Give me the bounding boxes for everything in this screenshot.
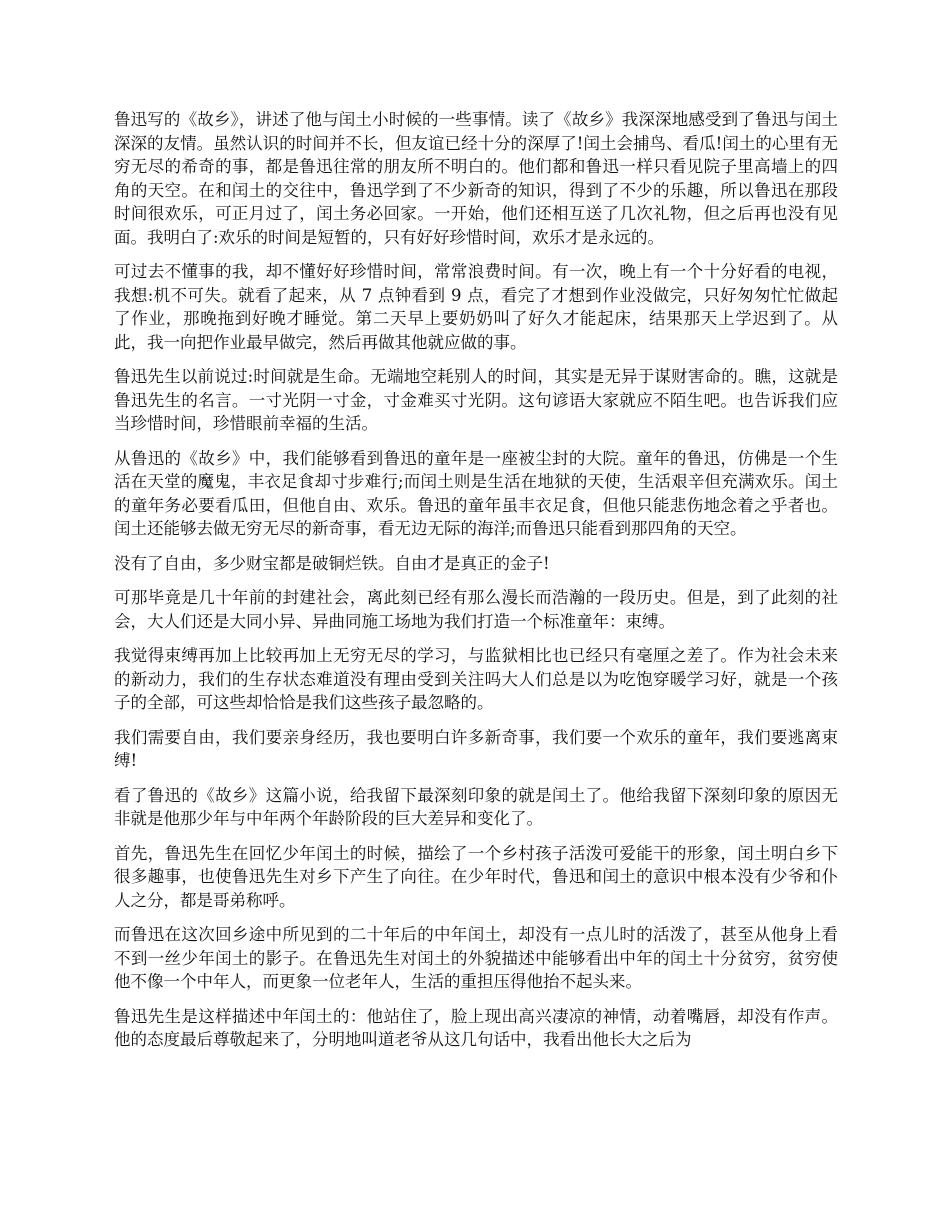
paragraph: 看了鲁迅的《故乡》这篇小说，给我留下最深刻印象的就是闰土了。他给我留下深刻印象的原因无非就是他那少年与中年两个年龄阶段的巨大差异和变化了。	[114, 785, 838, 828]
paragraph: 可那毕竟是几十年前的封建社会，离此刻已经有那么漫长而浩瀚的一段历史。但是，到了此刻的社会，大人们还是大同小异、异曲同施工场地为我们打造一个标准童年：束缚。	[114, 588, 838, 631]
paragraph: 我觉得束缚再加上比较再加上无穷无尽的学习，与监狱相比也已经只有毫厘之差了。作为社会未来的新动力，我们的生存状态难道没有理由受到关注吗大人们总是以为吃饱穿暖学习好，就是一个孩子的全部，可这些却恰恰是我们这些孩子最忽略的。	[114, 646, 838, 712]
paragraph: 而鲁迅在这次回乡途中所见到的二十年后的中年闰土，却没有一点儿时的活泼了，甚至从他身上看不到一丝少年闰土的影子。在鲁迅先生对闰土的外貌描述中能够看出中年的闰土十分贫穷，贫穷使他不像一个中年人，而更象一位老年人，生活的重担压得他抬不起头来。	[114, 925, 838, 991]
paragraph: 我们需要自由，我们要亲身经历，我也要明白许多新奇事，我们要一个欢乐的童年，我们要逃离束缚!	[114, 727, 838, 770]
paragraph: 从鲁迅的《故乡》中，我们能够看到鲁迅的童年是一座被尘封的大院。童年的鲁迅，仿佛是一个生活在天堂的魔鬼，丰衣足食却寸步难行;而闰土则是生活在地狱的天使，生活艰辛但充满欢乐。闰土的童年务必要看瓜田，但他自由、欢乐。鲁迅的童年虽丰衣足食，但他只能悲伤地念着之乎者也。闰土还能够去做无穷无尽的新奇事，看无边无际的海洋;而鲁迅只能看到那四角的天空。	[114, 448, 838, 538]
paragraph: 首先，鲁迅先生在回忆少年闰土的时候，描绘了一个乡村孩子活泼可爱能干的形象，闰土明白乡下很多趣事，也使鲁迅先生对乡下产生了向往。在少年时代，鲁迅和闰土的意识中根本没有少爷和仆人之分，都是哥弟称呼。	[114, 843, 838, 910]
paragraph: 可过去不懂事的我，却不懂好好珍惜时间，常常浪费时间。有一次，晚上有一个十分好看的电视，我想:机不可失。就看了起来，从 7 点钟看到 9 点，看完了才想到作业没做完，只好匆匆忙忙做起了作业，那晚拖到好晚才睡觉。第二天早上要奶奶叫了好久才能起床，结果那天上学迟到了。从此，我一向把作业最早做完，然后再做其他就应做的事。	[114, 262, 838, 352]
document-page	[114, 108, 838, 1063]
paragraph: 鲁迅写的《故乡》，讲述了他与闰土小时候的一些事情。读了《故乡》我深深地感受到了鲁迅与闰土深深的友情。虽然认识的时间并不长，但友谊已经十分的深厚了!闰土会捕鸟、看瓜!闰土的心里有无穷无尽的希奇的事，都是鲁迅往常的朋友所不明白的。他们都和鲁迅一样只看见院子里高墙上的四角的天空。在和闰土的交往中，鲁迅学到了不少新奇的知识，得到了不少的乐趣，所以鲁迅在那段时间很欢乐，可正月过了，闰土务必回家。一开始，他们还相互送了几次礼物，但之后再也没有见面。我明白了:欢乐的时间是短暂的，只有好好珍惜时间，欢乐才是永远的。	[114, 110, 838, 247]
paragraph: 没有了自由，多少财宝都是破铜烂铁。自由才是真正的金子!	[114, 553, 550, 573]
paragraph: 鲁迅先生以前说过:时间就是生命。无端地空耗别人的时间，其实是无异于谋财害命的。瞧，这就是鲁迅先生的名言。一寸光阴一寸金，寸金难买寸光阴。这句谚语大家就应不陌生吧。也告诉我们应当珍惜时间，珍惜眼前幸福的生活。	[114, 367, 838, 433]
paragraph: 鲁迅先生是这样描述中年闰土的：他站住了，脸上现出高兴凄凉的神情，动着嘴唇，却没有作声。他的态度最后尊敬起来了，分明地叫道老爷从这几句话中，我看出他长大之后为	[114, 1006, 838, 1049]
